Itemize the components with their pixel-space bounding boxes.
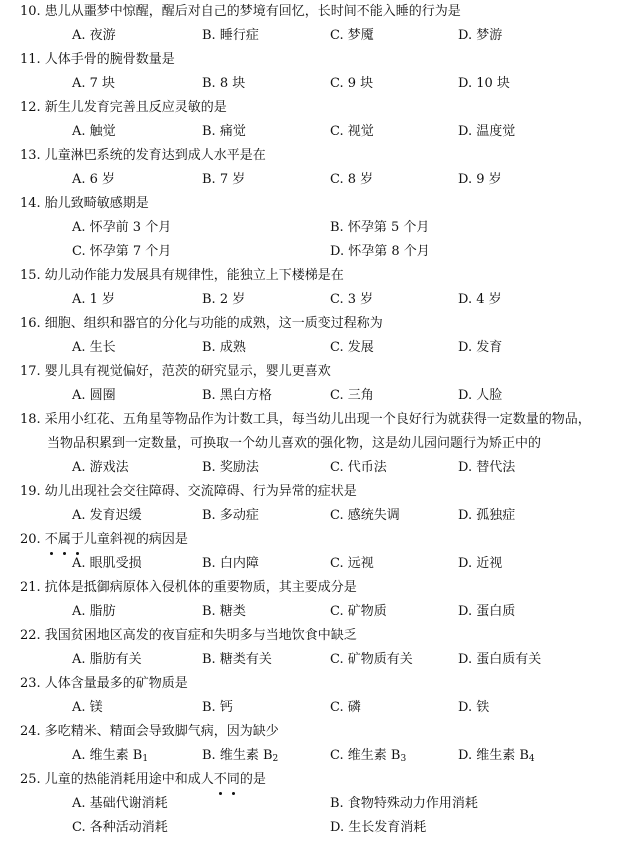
options-row [20,456,634,480]
option-d: D. 4 岁 [458,292,502,307]
question-stem: 16. 细胞、组织和器官的分化与功能的成熟，这一质变过程称为 [20,316,383,331]
option-d: D. 怀孕第 8 个月 [330,244,430,259]
option-b: B. 2 岁 [202,292,246,307]
emphasized-text [214,768,240,792]
option-b: B. 奖励法 [202,460,259,475]
options-row [20,648,634,672]
option-c: C. 怀孕第 7 个月 [72,244,172,259]
option-b: B. 痛觉 [202,124,246,139]
question-11 [0,48,634,96]
option-a: A. 触觉 [72,124,116,139]
option-b: B. 怀孕第 5 个月 [330,220,430,235]
emphasis-word: 不同 [213,772,240,787]
option-subscript: 1 [142,754,149,764]
option-b: B. 白内障 [202,556,259,571]
option-b: B. 黑白方格 [202,388,272,403]
option-c: C. 代币法 [330,460,387,475]
option-c: C. 矿物质有关 [330,652,413,667]
question-stem: 12. 新生儿发育完善且反应灵敏的是 [20,100,227,115]
question-stem: 17. 婴儿具有视觉偏好，范茨的研究显示，婴儿更喜欢 [20,364,331,379]
option-d: D. 生长发育消耗 [330,820,427,835]
question-stem: 23. 人体含量最多的矿物质是 [20,676,188,691]
stem-prefix: 20. [20,532,45,547]
option-d: D. 梦游 [458,28,503,43]
question-stem: 21. 抗体是抵御病原体入侵机体的重要物质，其主要成分是 [20,580,357,595]
option-c: C. 梦魇 [330,28,374,43]
option-a: A. 脂肪 [72,604,116,619]
options-row [20,696,634,720]
option-subscript: 3 [400,754,407,764]
question-stem: 22. 我国贫困地区高发的夜盲症和失明多与当地饮食中缺乏 [20,628,357,643]
options-row [20,240,634,264]
option-b: B. 食物特殊动力作用消耗 [330,796,478,811]
option-c: C. 感统失调 [330,508,400,523]
question-stem: 19. 幼儿出现社会交往障碍、交流障碍、行为异常的症状是 [20,484,357,499]
option-a: A. 基础代谢消耗 [72,796,168,811]
option-d: D. 铁 [458,700,490,715]
stem-suffix: 的是 [239,772,266,787]
option-c: C. 磷 [330,700,361,715]
question-21 [0,576,634,624]
option-subscript: 4 [528,754,535,764]
option-text: B. 维生素 B [202,748,273,763]
option-c [330,744,406,771]
option-text: C. 维生素 B [330,748,401,763]
option-text: A. 维生素 B [72,748,143,763]
option-b: B. 糖类 [202,604,246,619]
option-b: B. 糖类有关 [202,652,272,667]
option-d: D. 10 块 [458,76,510,91]
option-a: A. 怀孕前 3 个月 [72,220,172,235]
options-row [20,384,634,408]
question-stem: 10. 患儿从噩梦中惊醒，醒后对自己的梦境有回忆，长时间不能入睡的行为是 [20,4,461,19]
option-b: B. 钙 [202,700,233,715]
option-a: A. 圆圈 [72,388,116,403]
emphasis-word: 不属于 [44,532,84,547]
option-b [202,744,278,771]
option-c: C. 矿物质 [330,604,387,619]
question-23 [0,672,634,720]
question-25 [0,768,634,840]
option-b: B. 8 块 [202,76,246,91]
option-a: A. 夜游 [72,28,116,43]
options-row [20,216,634,240]
options-row [20,552,634,576]
option-d: D. 人脸 [458,388,503,403]
option-d: D. 9 岁 [458,172,502,187]
question-stem: 24. 多吃精米、精面会导致脚气病，因为缺少 [20,724,279,739]
option-a: A. 1 岁 [72,292,116,307]
options-row [20,600,634,624]
question-15 [0,264,634,312]
question-20 [0,528,634,576]
question-18 [0,408,634,480]
options-row [20,72,634,96]
option-b: B. 睡行症 [202,28,259,43]
option-a: A. 7 块 [72,76,116,91]
option-b: B. 成熟 [202,340,246,355]
options-row [20,336,634,360]
options-row [20,24,634,48]
question-17 [0,360,634,408]
option-a: A. 镁 [72,700,103,715]
options-row [20,792,634,816]
option-d: D. 蛋白质 [458,604,516,619]
question-10 [0,0,634,48]
emphasized-text [45,528,84,552]
option-c: C. 远视 [330,556,374,571]
option-a: A. 眼肌受损 [72,556,142,571]
option-c: C. 各种活动消耗 [72,820,168,835]
option-d: D. 蛋白质有关 [458,652,542,667]
question-stem: 14. 胎儿致畸敏感期是 [20,196,149,211]
option-d: D. 近视 [458,556,503,571]
stem-suffix: 儿童斜视的病因是 [83,532,188,547]
question-12 [0,96,634,144]
options-row [20,168,634,192]
question-22 [0,624,634,672]
options-row [20,744,634,768]
question-stem [20,768,634,792]
option-d: D. 发育 [458,340,503,355]
option-d: D. 孤独症 [458,508,516,523]
question-19 [0,480,634,528]
options-row [20,120,634,144]
options-row [20,504,634,528]
question-16 [0,312,634,360]
question-stem-continued: 当物品积累到一定数量，可换取一个幼儿喜欢的强化物，这是幼儿园问题行为矫正中的 [47,436,542,451]
option-c: C. 8 岁 [330,172,374,187]
question-24 [0,720,634,768]
option-a: A. 生长 [72,340,116,355]
option-b: B. 7 岁 [202,172,246,187]
option-a: A. 6 岁 [72,172,116,187]
option-c: C. 发展 [330,340,374,355]
option-c: C. 9 块 [330,76,374,91]
option-subscript: 2 [272,754,279,764]
option-b: B. 多动症 [202,508,259,523]
option-d: D. 替代法 [458,460,516,475]
option-a: A. 游戏法 [72,460,129,475]
option-a: A. 发育迟缓 [72,508,142,523]
question-stem [20,528,634,552]
question-stem: 11. 人体手骨的腕骨数量是 [20,52,175,67]
question-13 [0,144,634,192]
option-c: C. 视觉 [330,124,374,139]
options-row [20,288,634,312]
options-row [20,816,634,840]
stem-prefix: 25. 儿童的热能消耗用途中和成人 [20,772,214,787]
question-14 [0,192,634,264]
option-d [458,744,535,771]
option-text: D. 维生素 B [458,748,529,763]
option-a: A. 脂肪有关 [72,652,142,667]
question-stem: 15. 幼儿动作能力发展具有规律性，能独立上下楼梯是在 [20,268,344,283]
question-stem: 18. 采用小红花、五角星等物品作为计数工具，每当幼儿出现一个良好行为就获得一定数量的物品， [20,412,591,427]
option-d: D. 温度觉 [458,124,516,139]
question-stem: 13. 儿童淋巴系统的发育达到成人水平是在 [20,148,266,163]
option-a [72,744,148,771]
option-c: C. 3 岁 [330,292,374,307]
option-c: C. 三角 [330,388,374,403]
